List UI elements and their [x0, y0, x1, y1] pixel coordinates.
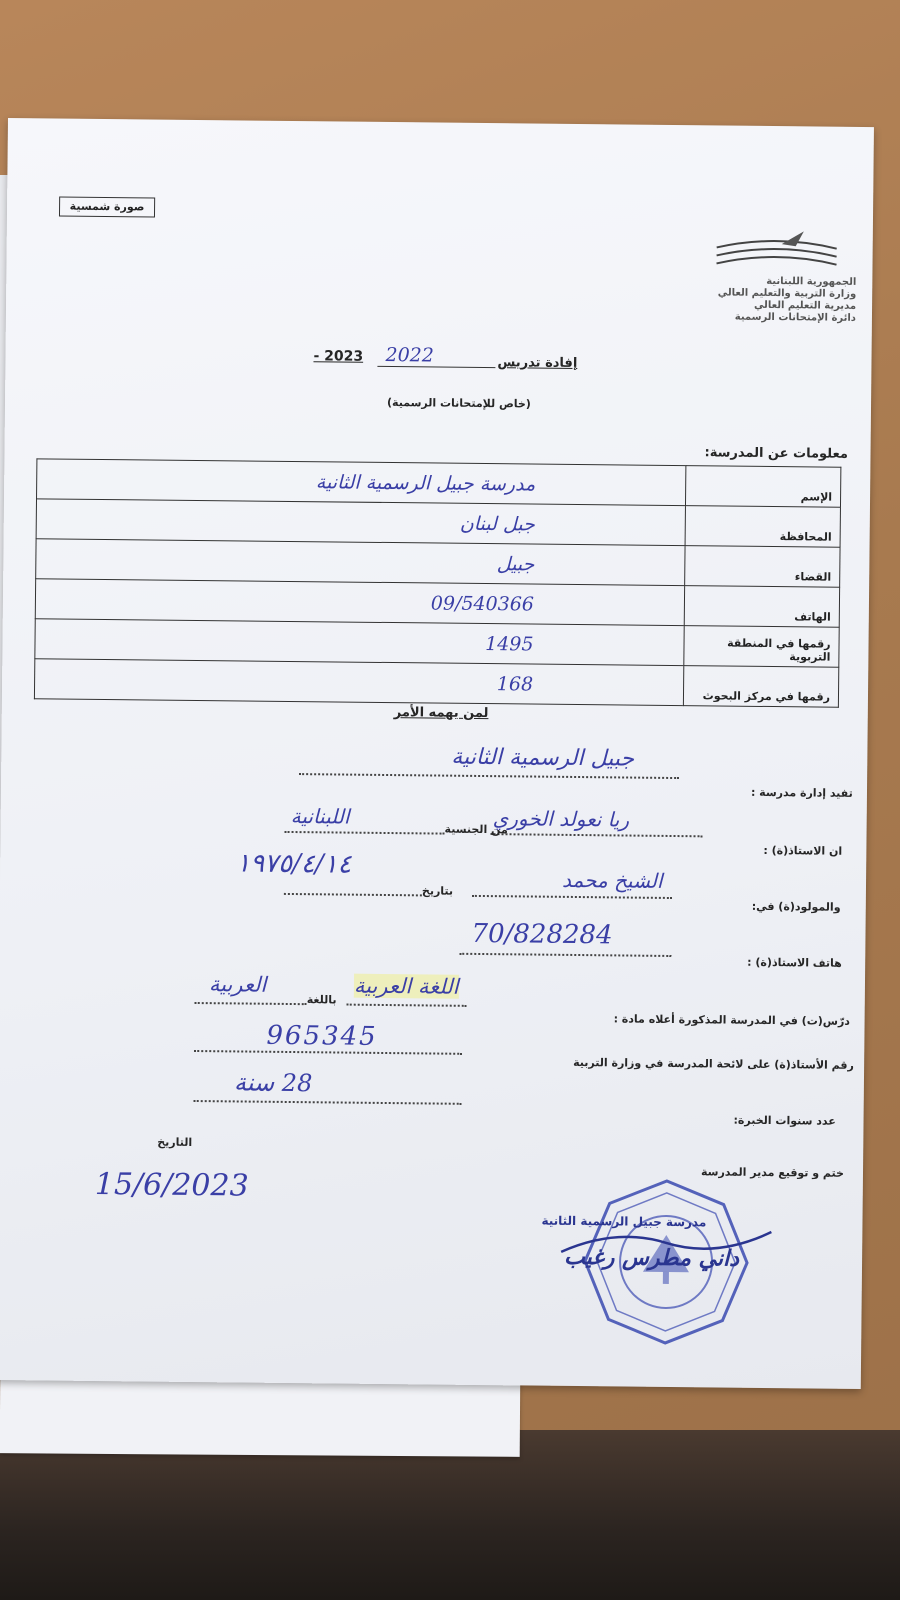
school-info-table [34, 458, 841, 707]
teacher-phone-value: 70/828284 [471, 918, 613, 951]
born-in-line [472, 895, 672, 899]
concern-heading: لمن يهمه الأمر [393, 705, 489, 722]
row-value: مدرسة جبيل الرسمية الثانية [37, 459, 686, 506]
date-heading: التاريخ [157, 1135, 193, 1149]
row-value: 09/540366 [35, 579, 684, 626]
born-in-value: الشيخ محمد [561, 867, 663, 893]
birth-date-value: ١٩٧٥/٤/١٤ [236, 848, 352, 880]
nationality-value: اللبنانية [290, 803, 350, 829]
header-line: وزارة التربية والتعليم العالي [717, 287, 857, 300]
register-label: رقم الأستاذ(ة) على لائحة المدرسة في وزارة التربية [573, 1055, 854, 1072]
experience-label: عدد سنوات الخبرة: [733, 1113, 836, 1128]
teacher-line [491, 833, 703, 837]
school-admin-line [299, 773, 679, 779]
school-section-heading: معلومات عن المدرسة: [704, 445, 848, 462]
experience-value: 28 سنة [233, 1068, 313, 1098]
document-title: إفادة تدريس [497, 355, 578, 371]
signature-scribble [556, 1222, 776, 1264]
date-value: 15/6/2023 [94, 1166, 249, 1204]
year-suffix: - 2023 [313, 348, 364, 365]
stamp-director-line: داني مطرس رغيب [563, 1243, 740, 1272]
year-handwritten: 2022 [385, 343, 435, 367]
nationality-line [285, 831, 445, 835]
ministry-logo [711, 225, 842, 276]
row-value: 168 [34, 659, 683, 706]
school-admin-label: تفيد إدارة مدرسة : [750, 785, 853, 800]
nationality-label: من الجنسية [444, 822, 508, 837]
school-admin-value: جبيل الرسمية الثانية [451, 744, 635, 772]
certificate-sheet [0, 118, 874, 1389]
teacher-label: ان الاستاذ(ة) : [763, 843, 843, 858]
date-label: بتاريخ [421, 884, 454, 898]
year-line [377, 366, 495, 368]
signature-label: ختم و توقيع مدير المدرسة [700, 1165, 845, 1180]
birth-date-line [284, 893, 422, 896]
row-label: الإسم [685, 466, 840, 508]
register-value: 965345 [266, 1020, 378, 1052]
teacher-phone-label: هاتف الاستاذ(ة) : [747, 955, 842, 970]
language-value: العربية [208, 972, 267, 997]
document-subtitle: (خاص للإمتحانات الرسمية) [386, 395, 531, 411]
language-line [195, 1002, 307, 1005]
row-label: رقمها في المنطقة التربوية [684, 626, 839, 668]
taught-label: درّس(ت) في المدرسة المذكورة أعلاه مادة : [613, 1012, 851, 1028]
row-label: الهاتف [684, 586, 839, 628]
ministry-header [706, 275, 856, 325]
teacher-phone-line [459, 953, 671, 957]
teacher-value: ريا نعولد الخوري [492, 806, 630, 832]
experience-line [194, 1100, 462, 1105]
row-value: جبل لبنان [36, 499, 685, 546]
row-label: رقمها في مركز البحوث [683, 666, 838, 708]
header-line: مديرية التعليم العالي [753, 299, 857, 312]
row-label: المحافظة [685, 506, 840, 548]
row-label: القضاء [685, 546, 840, 588]
language-label: باللغة [306, 993, 337, 1007]
row-value: 1495 [35, 619, 684, 666]
row-value: جبيل [36, 539, 685, 586]
subject-line [347, 1004, 467, 1007]
photo-box: صورة شمسية [59, 197, 155, 218]
born-in-label: والمولود(ة) في: [751, 899, 841, 914]
stamp-school-line: مدرسة جبيل الرسمية الثانية [541, 1213, 707, 1230]
header-line: الجمهورية اللبنانية [766, 275, 857, 288]
table-row [34, 659, 838, 707]
subject-value: اللغة العربية [353, 973, 459, 999]
header-line: دائرة الإمتحانات الرسمية [734, 311, 857, 324]
